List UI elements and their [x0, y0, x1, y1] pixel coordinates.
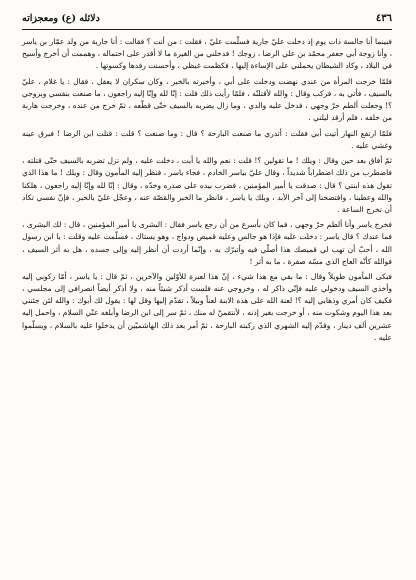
paragraph: فخرج ياسر وأنا ألطم حرّ وجهي ، فما كان بأسرع من أن رجع ياسر فقال : البشرى يا أمير المؤمنين ، قال : لك البشرى ، فما عندك ؟ قال ياسر : دخلت عليه فإذا هو جالس وعليه قميص ودواج ، وهو يستاك ، فسلّمت عليه وقلت : يا ابن رسول الله ، أحبّ أن تهب لي قميصك هذا أصلّي فيه وأتبرّك به ، وإنّما أردت أن أنظر إليه وإلى جسده ، هل به أثر السيف ، فوالله كأنّه العاج الذي مسّه صفرة ، ما به أثر ! [22, 220, 392, 266]
header-rule [22, 29, 392, 30]
page-number: ٤٣٦ [375, 12, 392, 24]
running-title: دلائله (ع) ومعجزاته [22, 12, 100, 24]
page-header [22, 10, 392, 26]
paragraph: فبينما أنا جالسة ذات يوم إذ دخلت عليّ جارية فسلّمت عليّ ، فقلت : من أنت ؟ فقالت : أنا جارية من ولد عمّار بن ياسر ، وأنا زوجة أبي جعفر محمّد بن علي الرضا ، زوجك ! فدخلني من الغيرة ما لا أقدر على احتماله ، وهممت أن أخرج وأسيح في البلاد ، وكاد الشيطان يحملني على الإساءة إليها ، فكظمت غيظي ، وأحسنت رفدها وكسوتها . [22, 37, 392, 71]
body-text [22, 36, 392, 344]
paragraph: فلمّا خرجت المرأة من عندي نهضت ودخلت على أبي ، وأخبرته بالخبر ، وكان سكران لا يعقل ، فقال : يا غلام ، عليّ بالسيف ، فأتي به ، فركب وقال : والله لأقتلنّه ، فلمّا رأيت ذلك قلت : إنّا لله وإنّا إليه راجعون ، ما صنعت بنفسي وبزوجي ؟! وجعلت ألطم حرّ وجهي ، فدخل عليه والدي ، وما زال يضربه بالسيف حتّى قطّعه ، ثمّ خرج من عنده ، وخرجت هاربة من خلفه ، فلم أرقد ليلتي . [22, 76, 392, 123]
paragraph: فبكى المأمون طويلاً وقال : ما بقي مع هذا شيء ، إنّ هذا لعبرة للأوّلين والآخرين ، ثمّ قال : يا ياسر ، أمّا ركوبي إليه وأخذي السيف ودخولي عليه فإنّي ذاكر له ، وخروجي عنه فلست أذكر شيئاً منه ، ولا أذكر أيضاً انصرافي إلى مجلسي ، فكيف كان أمري وذهابي إليه ؟! لعنة الله على هذه الابنة لعناً وبيلاً ، تقدّم إليها وقل لها : يقول لك أبوك : والله لئن جئتني بعد هذا اليوم وشكوت منه ، أو خرجت بغير إذنه ، لأنتقمنّ له منك ، ثمّ سر إلى ابن الرضا وأبلغه عنّي السلام ، واحمل إليه عشرين ألف دينار ، وقدّم إليه الشهري الذي ركبته البارحة ، ثمّ أمر بعد ذلك الهاشميّين أن يدخلوا عليه بالسلام ، ويسلّموا عليه . [22, 272, 392, 342]
paragraph: فلمّا ارتفع النهار أتيت أبي فقلت : أتدري ما صنعت البارحة ؟ قال : وما صنعت ؟ قلت : قتلت ابن الرضا ! فبرق عينه وغشي عليه . [22, 128, 392, 150]
paragraph: ثمّ أفاق بعد حين وقال : ويلك ! ما تقولين ؟! قلت : نعم والله يا أبت ، دخلت عليه ، ولم تزل تضربه بالسيف حتّى قتلته ، فاضطرب من ذلك اضطراباً شديداً ، وقال عليّ بياسر الخادم ، فجاء ياسر ، فنظر إليه المأمون وقال : ويلك ! ما هذا الذي تقول هذه ابنتي ؟ قال : صدقت يا أمير المؤمنين ، فضرب بيده على صدره وخدّه ، وقال : إنّا لله وإنّا إليه راجعون ، هلكنا والله وعطبنا ، وافتضحنا إلى آخر الأبد ، ويلك يا ياسر ، فانظر ما الخبر والقصّة عنه ، وعجّل عليّ بالخبر ، فإنّ نفسي تكاد أن تخرج الساعة . [22, 156, 392, 214]
